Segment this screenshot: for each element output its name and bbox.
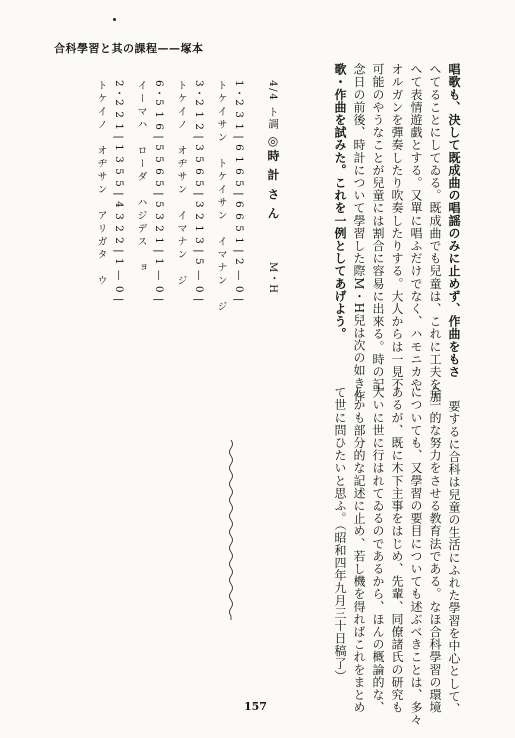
body-line: 可能のやうなことが兒童には割合に容易に出來る。時の記 [371,63,385,391]
body-line: しかも部分的な記述に止め、若し機を得ればこれをまとめ [352,386,366,714]
wavy-divider [226,440,236,620]
score-lyrics: トケイノ オヂサン イマナン ジ [175,80,186,288]
page-mark [113,18,116,21]
score-numbers: 1・2 3 1 | 6 1 6 5 | 6 6 5 1 | 2 — 0 | [233,80,245,303]
song-composer: M・H [267,262,278,294]
score-lyrics: トケイノ オヂサン アリガタ ウ [95,80,106,288]
body-line: についても、又學習の要目についても述ぶべきことは、多々 [409,386,423,727]
body-line: 要するに合科は兒童の生活にふれた學習を中心として、 [447,400,461,715]
score-numbers: 3・2 1 2 | 3 5 6 5 | 3 2 1 3 | 5 — 0 | [193,80,205,303]
body-line: へてることにしてゐる。既成曲でも兒童は、これに工夫を加 [428,63,442,404]
body-line: オルガンを彈奏したり吹奏したりする。大人からは一見不 [390,63,404,391]
body-line: 歌・作曲を試みた。これを一例としてあげよう。 [333,63,347,341]
body-line: へて表情遊戯とする。又單に唱ふだけでなく、ハモニカや [409,63,423,391]
page-number: 157 [244,700,267,713]
running-header: 合科學習と其の課程——塚本 [54,42,204,55]
body-line: あるが、既に木下主事をはじめ、先輩、同僚諸氏の研究も [390,386,404,714]
score-lyrics: トケイサン トケイサン イマナン ジ [215,80,226,314]
score-numbers: 2・2 2 1 | 1 3 5 5 | 4 3 2 2 | 1 — 0 | [113,80,125,303]
score-lyrics: イーマハ ローダ ハジデス ョ [135,80,146,275]
song-key: 4/4 ト調 [267,80,279,131]
body-line: 唱歌も、決して既成曲の唱謡のみに止めず、作曲をもさ [447,63,461,378]
score-numbers: 6・5 1 6 | 5 5 6 5 | 5 3 2 1 | 1 — 0 | [153,80,165,303]
body-line: て世に問ひたいと思ふ。（昭和四年九月三十日稿了） [333,386,347,683]
body-line: 念日の前後、時計について學習した際M・H兒は次の如き作 [352,63,366,402]
song-title: ◎時 計 さ ん [266,134,280,221]
body-line: 大いに世に行はれてゐるのであるから、ほんの概論的な、 [371,386,385,714]
body-line: 全一的な努力をさせる教育法である。なほ合科學習の環境 [428,386,442,714]
